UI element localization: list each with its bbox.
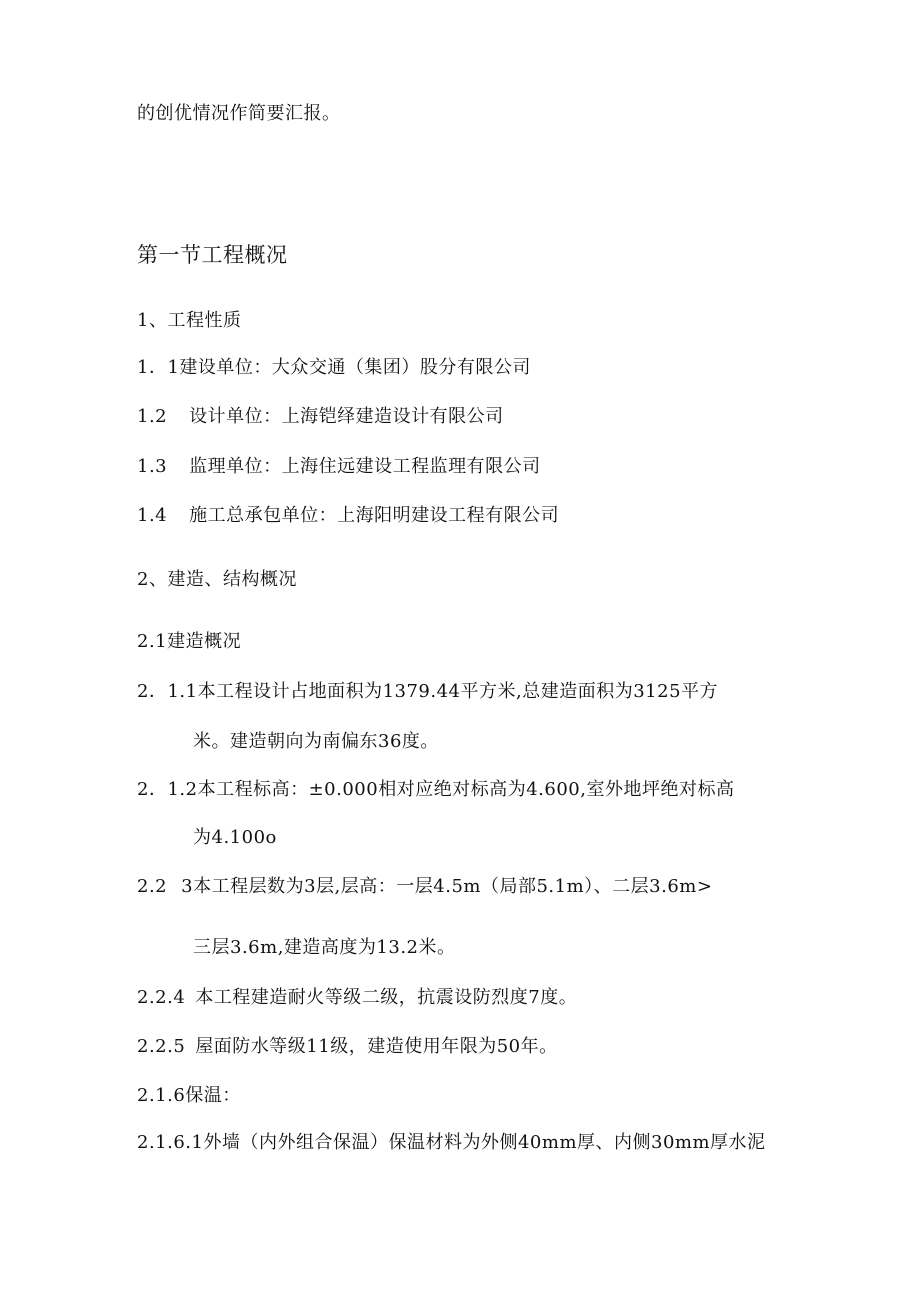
item-2-1-2-line1: 2．1.2本工程标高：±0.000相对应绝对标高为4.600,室外地坪绝对标高 — [137, 779, 735, 800]
intro-tail-text: 的创优情况作简要汇报。 — [137, 103, 341, 124]
item-2-1-2-line2: 为4.100o — [193, 827, 277, 848]
item-2-2-4-number: 2.2.4 — [137, 987, 186, 1008]
item-1-2-text: 设计单位：上海铠绎建造设计有限公司 — [189, 406, 504, 427]
heading-building-structure: 2、建造、结构概况 — [137, 569, 297, 590]
item-1-4 — [137, 504, 559, 528]
item-2-2-5 — [137, 1035, 558, 1059]
item-1-2 — [137, 405, 504, 429]
item-2-1-1-line2: 米。建造朝向为南偏东36度。 — [193, 731, 439, 752]
item-2-2-5-text: 屋面防水等级11级，建造使用年限为50年。 — [195, 1036, 558, 1057]
item-1-1: 1．1建设单位：大众交通（集团）股分有限公司 — [137, 357, 531, 378]
heading-building-overview: 2.1建造概况 — [137, 631, 242, 652]
item-2-2-3-line1 — [137, 875, 712, 899]
item-2-2-4 — [137, 986, 577, 1010]
item-2-1-6: 2.1.6保温： — [137, 1085, 241, 1106]
item-1-3 — [137, 455, 541, 479]
item-1-3-text: 监理单位：上海住远建设工程监理有限公司 — [189, 456, 541, 477]
item-1-4-number: 1.4 — [137, 505, 168, 526]
heading-project-nature: 1、工程性质 — [137, 310, 242, 331]
item-1-3-number: 1.3 — [137, 456, 168, 477]
item-2-2-4-text: 本工程建造耐火等级二级，抗震设防烈度7度。 — [195, 987, 578, 1008]
item-2-2-3-text: 3本工程层数为3层,层高：一层4.5m（局部5.1m）、二层3.6m> — [181, 876, 713, 897]
item-1-2-number: 1.2 — [137, 406, 168, 427]
item-2-1-6-1: 2.1.6.1外墙（内外组合保温）保温材料为外侧40mm厚、内侧30mm厚水泥 — [137, 1132, 766, 1153]
item-2-2-5-number: 2.2.5 — [137, 1036, 186, 1057]
item-1-4-text: 施工总承包单位：上海阳明建设工程有限公司 — [189, 505, 560, 526]
item-2-1-1-line1: 2．1.1本工程设计占地面积为1379.44平方米,总建造面积为3125平方 — [137, 681, 719, 702]
item-2-2-3-number: 2.2 — [137, 876, 168, 897]
section-title: 第一节工程概况 — [137, 243, 288, 267]
item-2-2-3-line2: 三层3.6m,建造高度为13.2米。 — [193, 937, 456, 958]
